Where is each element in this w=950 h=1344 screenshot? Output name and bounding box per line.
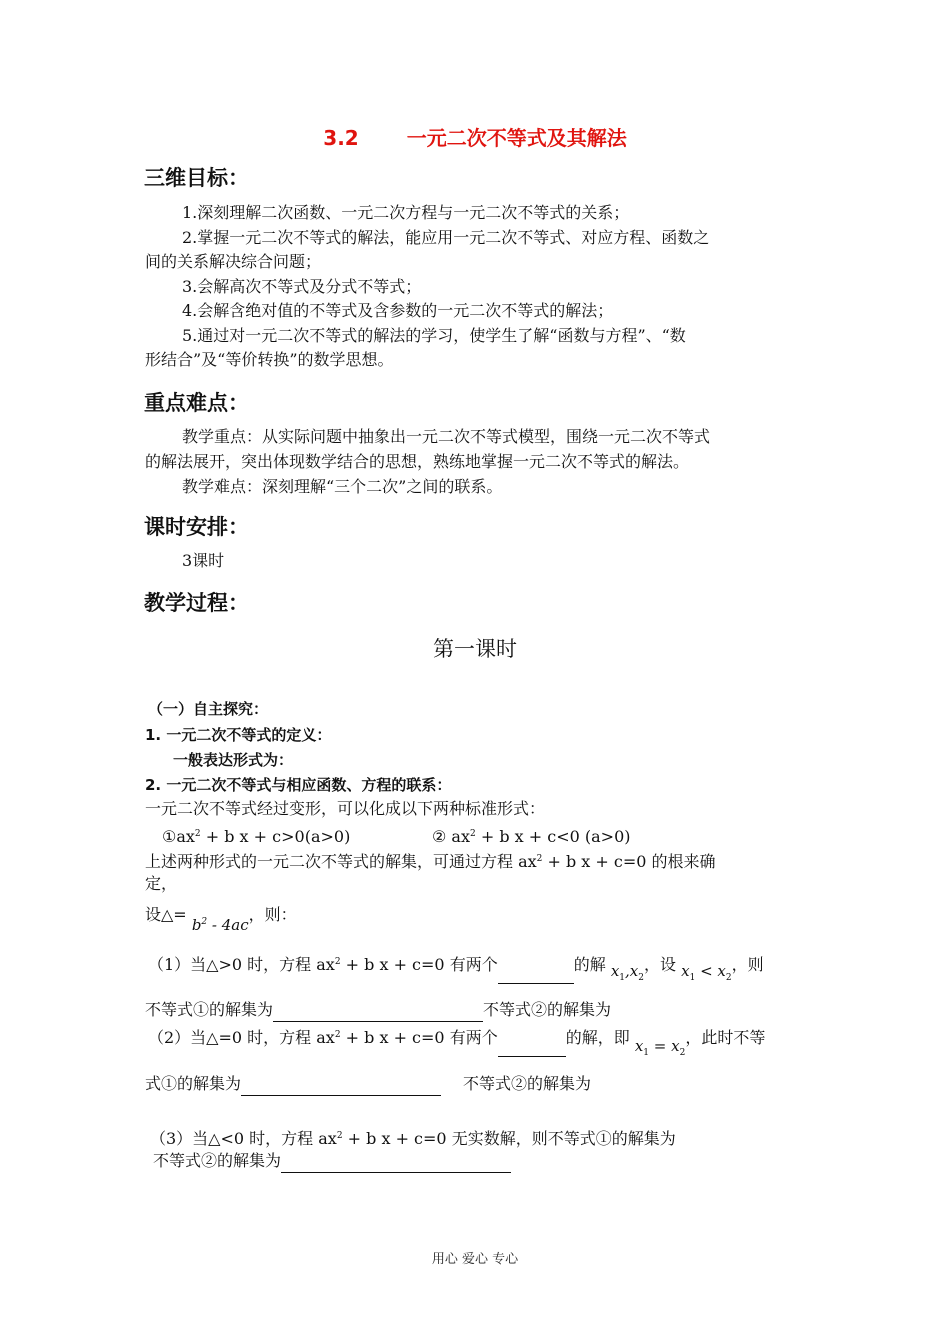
case-1-line: （1）当△>0 时，方程 $ax^2 + b$ x + c=0 有两个 的解 $x_1,x_2$，设 $x_1 < x_2$，则 xyxy=(148,955,764,983)
item-1: 1. 一元二次不等式的定义： xyxy=(145,726,332,744)
delta-definition: 设△= $b^2 - 4ac$，则： xyxy=(145,905,297,934)
item-1-sub: 一般表达形式为： xyxy=(173,751,294,769)
standard-forms-intro: 一元二次不等式经过变形，可以化成以下两种标准形式： xyxy=(145,799,546,818)
answer-blank[interactable] xyxy=(498,1038,566,1057)
section-heading-process: 教学过程： xyxy=(144,591,249,615)
case-3-line: （3）当△<0 时，方程 $ax^2 + b$ x + c=0 无实数解，则不等式①的解集为 xyxy=(150,1129,676,1148)
goal-line: 1.深刻理解二次函数、一元二次方程与一元二次不等式的关系； xyxy=(182,203,630,222)
form-1: $①ax^2 + b$ x + c>0(a>0) xyxy=(162,827,351,846)
answer-blank[interactable] xyxy=(273,1003,483,1022)
key-line: 的解法展开，突出体现数学结合的思想，熟练地掌握一元二次不等式的解法。 xyxy=(145,452,690,471)
schedule-text: 3课时 xyxy=(182,551,225,570)
goal-line: 形结合”及“等价转换”的数学思想。 xyxy=(145,350,394,369)
key-line: 教学难点：深刻理解“三个二次”之间的联系。 xyxy=(182,477,503,496)
case-2-line: （2）当△=0 时，方程 $ax^2 + b$ x + c=0 有两个 的解，即 $x_1 = x_2$，此时不等 xyxy=(148,1028,766,1058)
solution-set-text: 上述两种形式的一元二次不等式的解集，可通过方程 $ax^2 + b$ x + c=0 的根来确 xyxy=(145,852,716,871)
key-line: 教学重点：从实际问题中抽象出一元二次不等式模型，围绕一元二次不等式 xyxy=(182,427,711,446)
answer-blank[interactable] xyxy=(281,1154,511,1173)
section-heading-schedule: 课时安排： xyxy=(144,515,249,539)
case-2-sets: 式①的解集为 不等式②的解集为 xyxy=(145,1072,591,1096)
goal-line: 3.会解高次不等式及分式不等式； xyxy=(182,277,422,296)
section-heading-goals: 三维目标： xyxy=(144,166,249,190)
lesson-title: 第一课时 xyxy=(433,637,517,661)
goal-line: 4.会解含绝对值的不等式及含参数的一元二次不等式的解法； xyxy=(182,301,614,320)
item-2: 2. 一元二次不等式与相应函数、方程的联系： xyxy=(145,776,452,794)
document-title xyxy=(0,122,950,151)
page-footer: 用心 爱心 专心 xyxy=(431,1252,519,1267)
explore-heading: （一）自主探究： xyxy=(148,700,269,718)
case-1-sets: 不等式①的解集为 不等式②的解集为 xyxy=(145,998,611,1022)
title-number: 3.2 xyxy=(323,126,359,150)
answer-blank[interactable] xyxy=(498,965,574,984)
goal-line: 5.通过对一元二次不等式的解法的学习，使学生了解“函数与方程”、“数 xyxy=(182,326,686,345)
answer-blank[interactable] xyxy=(241,1077,441,1096)
solution-set-text-cont: 定， xyxy=(145,874,178,893)
form-2: ② $ax^2 + b$ x + c<0 (a>0) xyxy=(432,827,631,846)
goal-line: 间的关系解决综合问题； xyxy=(145,252,322,271)
case-3-sets: 不等式②的解集为 xyxy=(153,1149,511,1173)
title-text: 一元二次不等式及其解法 xyxy=(406,126,627,150)
goal-line: 2.掌握一元二次不等式的解法，能应用一元二次不等式、对应方程、函数之 xyxy=(182,228,710,247)
section-heading-key-points: 重点难点： xyxy=(144,391,249,415)
